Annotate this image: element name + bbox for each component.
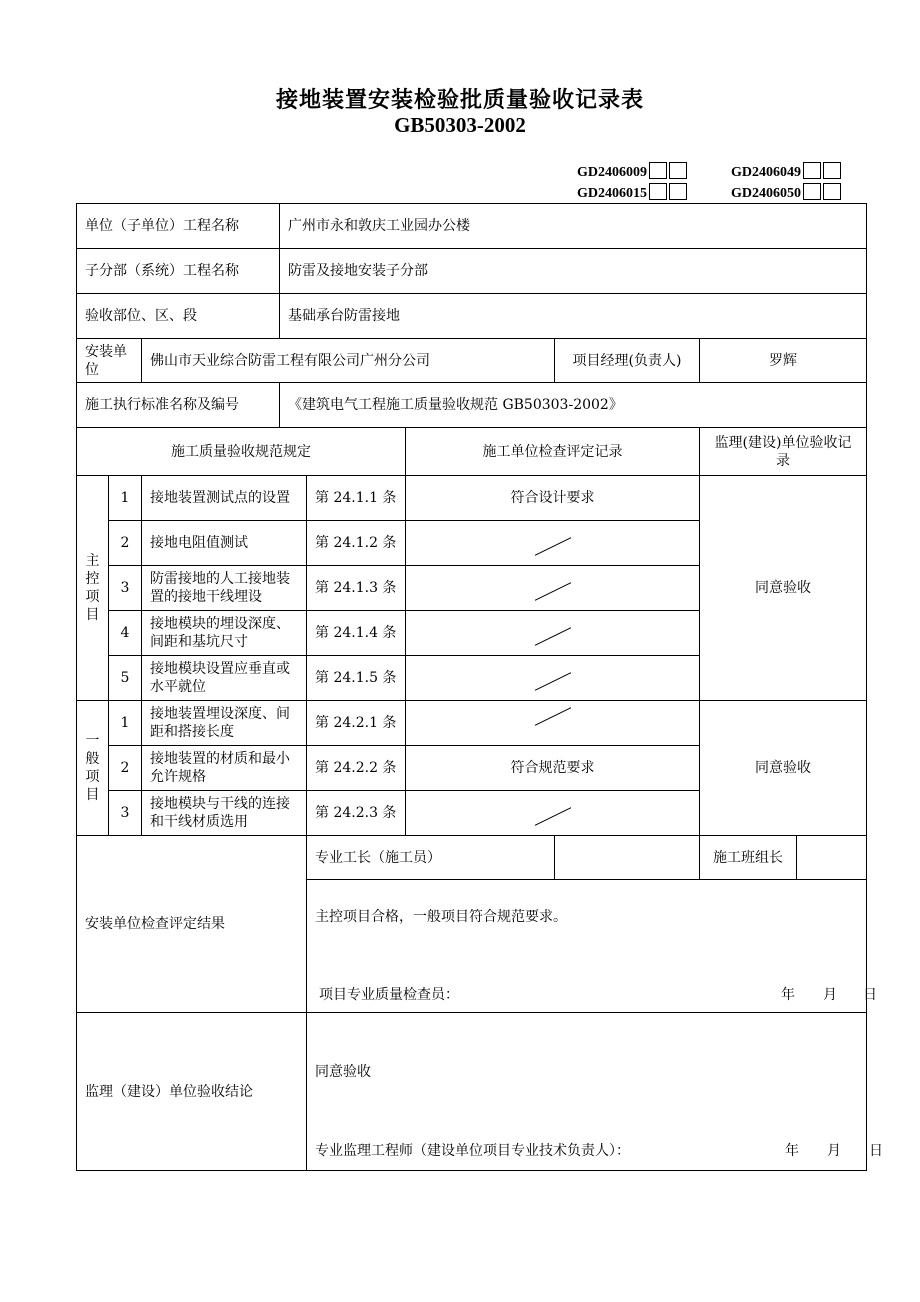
manager-value[interactable]: 罗辉 xyxy=(700,339,867,383)
location-label: 验收部位、区、段 xyxy=(77,294,280,339)
installer-row xyxy=(77,339,867,383)
checkbox[interactable] xyxy=(649,162,667,179)
location-row xyxy=(77,294,867,339)
engineer-label: 专业监理工程师（建设单位项目专业技术负责人）： xyxy=(315,1143,630,1159)
item-clause: 第 24.1.2 条 xyxy=(307,521,406,566)
form-code-3: GD2406015 xyxy=(577,183,687,202)
not-applicable-slash xyxy=(534,582,570,600)
main-group-label: 主 控 项 目 xyxy=(77,476,109,701)
item-record[interactable] xyxy=(406,566,700,611)
item-number: 2 xyxy=(109,746,142,791)
standard-value[interactable]: 《建筑电气工程施工质量验收规范 GB50303-2002》 xyxy=(280,383,867,428)
location-value[interactable]: 基础承台防雷接地 xyxy=(280,294,867,339)
form-code-4: GD2406050 xyxy=(731,183,841,202)
supervisor-result-text: 同意验收 xyxy=(315,1064,371,1080)
checkbox[interactable] xyxy=(803,162,821,179)
item-clause: 第 24.1.1 条 xyxy=(307,476,406,521)
item-description: 防雷接地的人工接地装置的接地干线埋设 xyxy=(142,566,307,611)
supervisor-header: 监理(建设)单位验收记录 xyxy=(700,428,867,476)
item-record[interactable] xyxy=(406,656,700,701)
foreman-row xyxy=(77,836,867,880)
not-applicable-slash xyxy=(534,627,570,645)
item-clause: 第 24.1.3 条 xyxy=(307,566,406,611)
item-clause: 第 24.1.5 条 xyxy=(307,656,406,701)
spec-header: 施工质量验收规范规定 xyxy=(77,428,406,476)
item-record[interactable] xyxy=(406,611,700,656)
unit-row xyxy=(77,204,867,249)
not-applicable-slash xyxy=(534,672,570,690)
item-number: 1 xyxy=(109,701,142,746)
checkbox[interactable] xyxy=(669,183,687,200)
item-record[interactable] xyxy=(406,521,700,566)
subdivision-row xyxy=(77,249,867,294)
item-number: 2 xyxy=(109,521,142,566)
not-applicable-slash xyxy=(534,707,570,725)
manager-label: 项目经理(负责人) xyxy=(555,339,700,383)
installer-label: 安装单位 xyxy=(77,339,142,383)
installer-result-cell[interactable] xyxy=(307,880,877,1013)
item-number: 3 xyxy=(109,566,142,611)
date-month: 月 xyxy=(823,987,837,1003)
general-group-label: 一 般 项 目 xyxy=(77,701,109,836)
unit-label: 单位（子单位）工程名称 xyxy=(77,204,280,249)
checkbox[interactable] xyxy=(823,183,841,200)
supervisor-result-row xyxy=(77,1013,867,1171)
item-description: 接地模块设置应垂直或水平就位 xyxy=(142,656,307,701)
item-number: 4 xyxy=(109,611,142,656)
item-description: 接地装置埋设深度、间距和搭接长度 xyxy=(142,701,307,746)
unit-value[interactable]: 广州市永和敦庆工业园办公楼 xyxy=(280,204,867,249)
item-description: 接地模块与干线的连接和干线材质选用 xyxy=(142,791,307,836)
not-applicable-slash xyxy=(534,807,570,825)
standard-code: GB50303-2002 xyxy=(394,113,526,137)
subdivision-label: 子分部（系统）工程名称 xyxy=(77,249,280,294)
supervisor-result-cell[interactable] xyxy=(307,1013,883,1171)
date-year: 年 xyxy=(781,987,795,1003)
supervisor-result-label: 监理（建设）单位验收结论 xyxy=(77,1013,307,1171)
installer-result-text: 主控项目合格，一般项目符合规范要求。 xyxy=(315,909,567,925)
general-group-conclusion[interactable]: 同意验收 xyxy=(700,701,867,836)
item-clause: 第 24.2.2 条 xyxy=(307,746,406,791)
checkbox[interactable] xyxy=(803,183,821,200)
inspection-form-table xyxy=(76,203,883,1171)
date-day: 日 xyxy=(863,987,877,1003)
check-header: 施工单位检查评定记录 xyxy=(406,428,700,476)
form-code-1: GD2406009 xyxy=(577,162,687,181)
date-month: 月 xyxy=(827,1143,841,1159)
not-applicable-slash xyxy=(534,537,570,555)
form-title: 接地装置安装检验批质量验收记录表 xyxy=(275,87,644,113)
item-clause: 第 24.2.3 条 xyxy=(307,791,406,836)
item-record[interactable]: 符合设计要求 xyxy=(406,476,700,521)
checkbox[interactable] xyxy=(649,183,667,200)
table-row xyxy=(77,476,867,521)
inspector-label: 项目专业质量检查员： xyxy=(319,987,459,1003)
team-leader-value[interactable] xyxy=(797,836,867,880)
subdivision-value[interactable]: 防雷及接地安装子分部 xyxy=(280,249,867,294)
date-day: 日 xyxy=(869,1143,883,1159)
foreman-value[interactable] xyxy=(555,836,700,880)
checkbox[interactable] xyxy=(823,162,841,179)
checkbox[interactable] xyxy=(669,162,687,179)
item-description: 接地装置测试点的设置 xyxy=(142,476,307,521)
item-description: 接地电阻值测试 xyxy=(142,521,307,566)
table-row xyxy=(77,701,867,746)
standard-row xyxy=(77,383,867,428)
item-clause: 第 24.1.4 条 xyxy=(307,611,406,656)
standard-label: 施工执行标准名称及编号 xyxy=(77,383,280,428)
item-description: 接地装置的材质和最小允许规格 xyxy=(142,746,307,791)
item-number: 3 xyxy=(109,791,142,836)
installer-value[interactable]: 佛山市天业综合防雷工程有限公司广州分公司 xyxy=(142,339,555,383)
foreman-label: 专业工长（施工员） xyxy=(307,836,555,880)
item-number: 1 xyxy=(109,476,142,521)
form-code-2: GD2406049 xyxy=(731,162,841,181)
item-description: 接地模块的埋设深度、间距和基坑尺寸 xyxy=(142,611,307,656)
main-group-conclusion[interactable]: 同意验收 xyxy=(700,476,867,701)
section-header-row xyxy=(77,428,867,476)
item-record[interactable] xyxy=(406,791,700,836)
item-record[interactable]: 符合规范要求 xyxy=(406,746,700,791)
item-clause: 第 24.2.1 条 xyxy=(307,701,406,746)
installer-result-label: 安装单位检查评定结果 xyxy=(77,836,307,1013)
team-leader-label: 施工班组长 xyxy=(700,836,797,880)
item-number: 5 xyxy=(109,656,142,701)
date-year: 年 xyxy=(785,1143,799,1159)
item-record[interactable] xyxy=(406,701,700,746)
